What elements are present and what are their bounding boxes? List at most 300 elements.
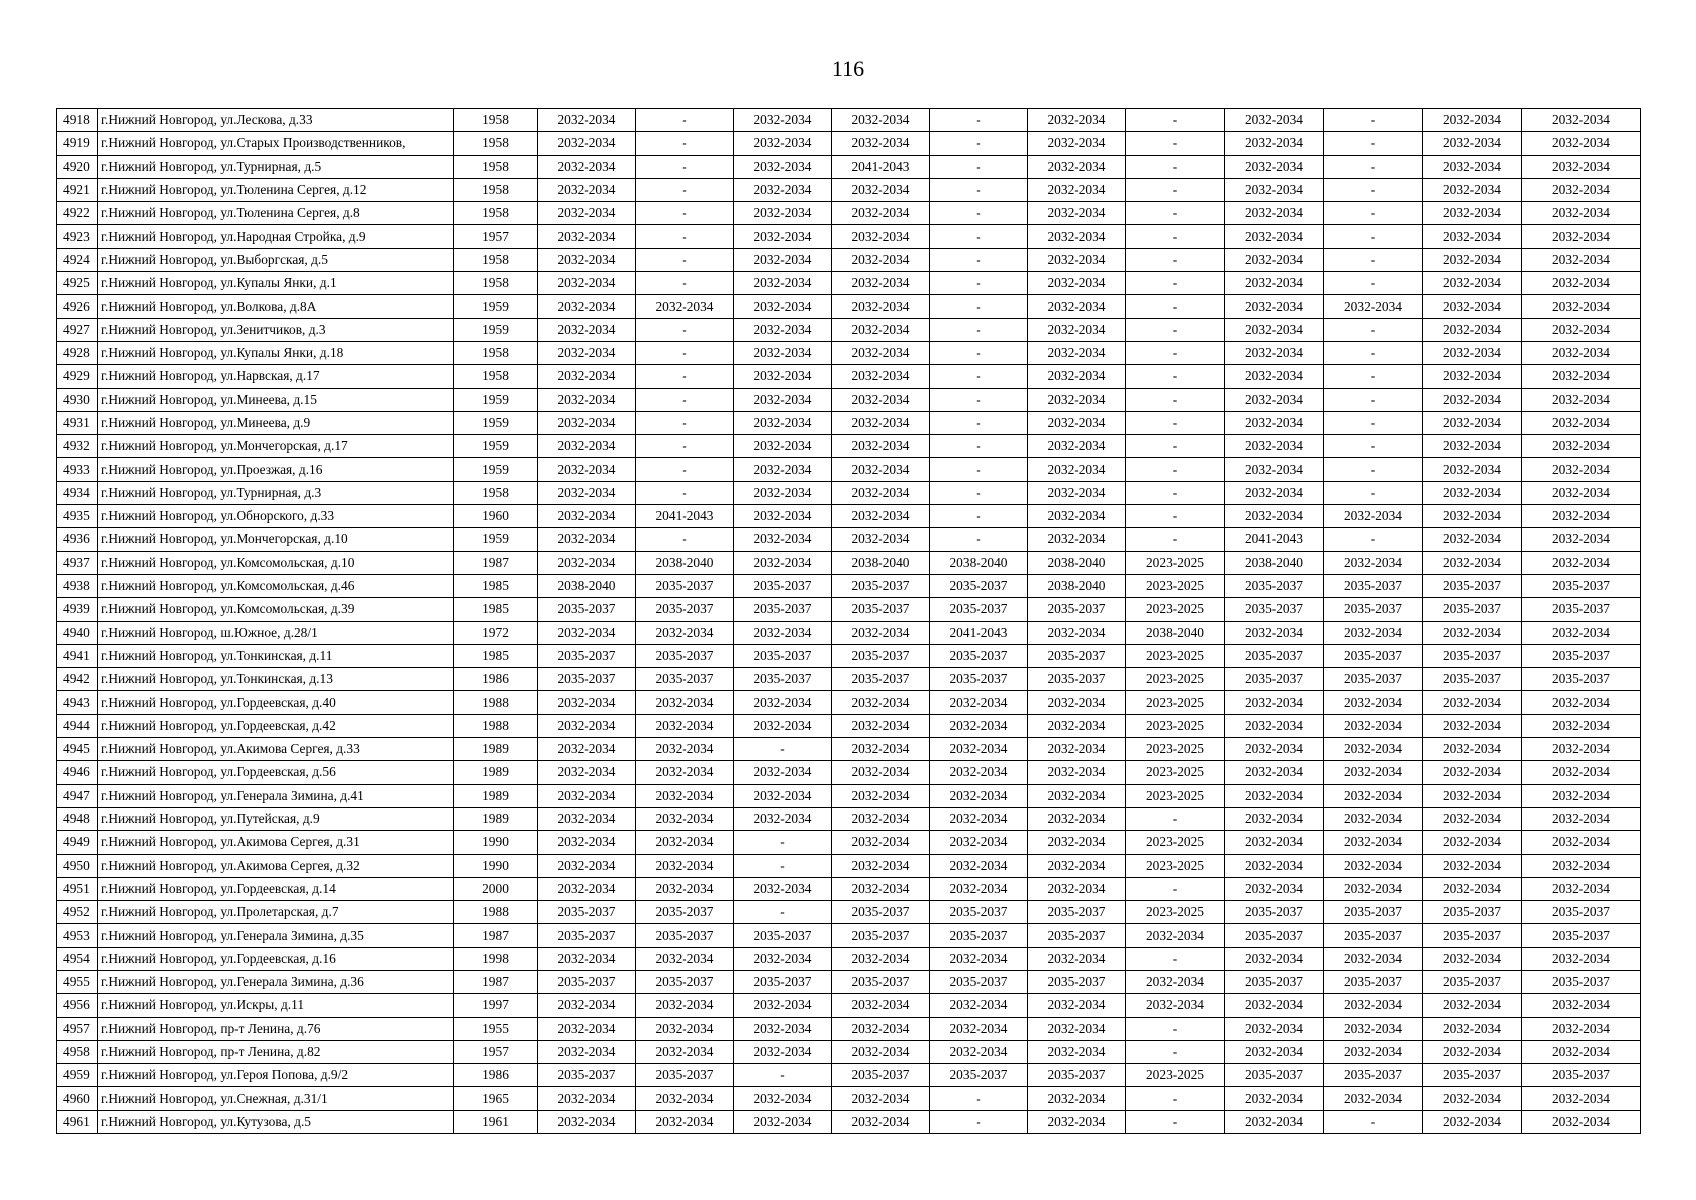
period-cell: 2041-2043 [1225, 528, 1324, 551]
row-number-cell: 4953 [57, 924, 98, 947]
period-cell: - [930, 132, 1028, 155]
period-cell: 2032-2034 [832, 994, 930, 1017]
period-cell: 2032-2034 [538, 1040, 636, 1063]
period-cell: 2035-2037 [1324, 901, 1423, 924]
period-cell: - [930, 272, 1028, 295]
row-number-cell: 4940 [57, 621, 98, 644]
period-cell: 2035-2037 [1028, 901, 1126, 924]
period-cell: 2035-2037 [636, 901, 734, 924]
period-cell: 2032-2034 [832, 621, 930, 644]
period-cell: 2035-2037 [538, 924, 636, 947]
table-row [57, 854, 1641, 877]
year-cell: 1989 [454, 807, 538, 830]
period-cell: 2032-2034 [734, 1017, 832, 1040]
period-cell: 2032-2034 [1522, 155, 1641, 178]
period-cell: 2038-2040 [1126, 621, 1225, 644]
period-cell: 2032-2034 [734, 155, 832, 178]
period-cell: 2041-2043 [930, 621, 1028, 644]
period-cell: 2032-2034 [1225, 481, 1324, 504]
period-cell: 2032-2034 [1028, 854, 1126, 877]
period-cell: 2035-2037 [832, 644, 930, 667]
period-cell: - [1126, 1017, 1225, 1040]
period-cell: 2032-2034 [734, 178, 832, 201]
period-cell: 2032-2034 [1423, 248, 1522, 271]
period-cell: 2032-2034 [538, 551, 636, 574]
period-cell: 2035-2037 [1225, 1064, 1324, 1087]
period-cell: 2032-2034 [734, 295, 832, 318]
period-cell: 2032-2034 [734, 225, 832, 248]
period-cell: 2032-2034 [1126, 924, 1225, 947]
period-cell: 2032-2034 [1028, 807, 1126, 830]
address-cell: г.Нижний Новгород, ул.Волкова, д.8А [98, 295, 454, 318]
period-cell: 2035-2037 [1225, 970, 1324, 993]
period-cell: 2032-2034 [1423, 505, 1522, 528]
period-cell: 2032-2034 [1028, 621, 1126, 644]
period-cell: 2032-2034 [538, 505, 636, 528]
period-cell: 2032-2034 [930, 761, 1028, 784]
period-cell: - [930, 458, 1028, 481]
period-cell: 2035-2037 [538, 644, 636, 667]
period-cell: - [1126, 272, 1225, 295]
address-cell: г.Нижний Новгород, ул.Акимова Сергея, д.31 [98, 831, 454, 854]
period-cell: 2032-2034 [538, 109, 636, 132]
period-cell: - [1126, 458, 1225, 481]
address-cell: г.Нижний Новгород, ул.Мончегорская, д.17 [98, 435, 454, 458]
period-cell: 2035-2037 [1324, 970, 1423, 993]
period-cell: 2035-2037 [1324, 644, 1423, 667]
period-cell: 2032-2034 [734, 994, 832, 1017]
period-cell: - [930, 341, 1028, 364]
period-cell: 2032-2034 [1522, 481, 1641, 504]
table-row [57, 831, 1641, 854]
period-cell: 2032-2034 [832, 365, 930, 388]
period-cell: 2032-2034 [538, 388, 636, 411]
period-cell: 2032-2034 [734, 248, 832, 271]
period-cell: - [930, 388, 1028, 411]
year-cell: 1986 [454, 668, 538, 691]
period-cell: 2032-2034 [1522, 272, 1641, 295]
period-cell: 2035-2037 [1028, 924, 1126, 947]
period-cell: 2032-2034 [1423, 109, 1522, 132]
period-cell: 2032-2034 [1225, 621, 1324, 644]
table-row [57, 318, 1641, 341]
year-cell: 1959 [454, 411, 538, 434]
period-cell: 2032-2034 [734, 132, 832, 155]
period-cell: 2032-2034 [734, 202, 832, 225]
period-cell: 2032-2034 [636, 691, 734, 714]
period-cell: 2032-2034 [832, 877, 930, 900]
year-cell: 1965 [454, 1087, 538, 1110]
period-cell: 2023-2025 [1126, 901, 1225, 924]
period-cell: 2032-2034 [1324, 1087, 1423, 1110]
period-cell: 2032-2034 [1423, 947, 1522, 970]
period-cell: 2032-2034 [832, 691, 930, 714]
period-cell: 2032-2034 [1423, 318, 1522, 341]
period-cell: 2023-2025 [1126, 714, 1225, 737]
address-cell: г.Нижний Новгород, пр-т Ленина, д.82 [98, 1040, 454, 1063]
period-cell: - [930, 365, 1028, 388]
period-cell: 2032-2034 [1423, 691, 1522, 714]
period-cell: 2035-2037 [930, 901, 1028, 924]
period-cell: - [930, 295, 1028, 318]
row-number-cell: 4928 [57, 341, 98, 364]
period-cell: 2032-2034 [1522, 505, 1641, 528]
table-row [57, 109, 1641, 132]
period-cell: 2032-2034 [1225, 225, 1324, 248]
row-number-cell: 4947 [57, 784, 98, 807]
period-cell: 2032-2034 [538, 155, 636, 178]
row-number-cell: 4954 [57, 947, 98, 970]
period-cell: 2032-2034 [538, 178, 636, 201]
address-cell: г.Нижний Новгород, ул.Гордеевская, д.56 [98, 761, 454, 784]
period-cell: 2035-2037 [1225, 644, 1324, 667]
address-cell: г.Нижний Новгород, ул.Пролетарская, д.7 [98, 901, 454, 924]
period-cell: 2032-2034 [832, 505, 930, 528]
period-cell: - [1126, 505, 1225, 528]
period-cell: 2032-2034 [1126, 994, 1225, 1017]
period-cell: 2032-2034 [1225, 761, 1324, 784]
period-cell: 2032-2034 [1423, 621, 1522, 644]
period-cell: 2032-2034 [734, 621, 832, 644]
period-cell: 2023-2025 [1126, 644, 1225, 667]
table-row [57, 598, 1641, 621]
address-cell: г.Нижний Новгород, ул.Тюленина Сергея, д.12 [98, 178, 454, 201]
period-cell: 2035-2037 [930, 1064, 1028, 1087]
period-cell: 2035-2037 [1225, 598, 1324, 621]
period-cell: 2032-2034 [1225, 202, 1324, 225]
period-cell: 2035-2037 [832, 924, 930, 947]
period-cell: 2032-2034 [930, 691, 1028, 714]
period-cell: 2032-2034 [1522, 1110, 1641, 1133]
period-cell: 2032-2034 [538, 854, 636, 877]
period-cell: 2032-2034 [1225, 1110, 1324, 1133]
period-cell: 2032-2034 [1522, 831, 1641, 854]
period-cell: 2032-2034 [832, 109, 930, 132]
row-number-cell: 4932 [57, 435, 98, 458]
year-cell: 1957 [454, 225, 538, 248]
row-number-cell: 4943 [57, 691, 98, 714]
period-cell: - [1126, 248, 1225, 271]
table-row [57, 877, 1641, 900]
address-cell: г.Нижний Новгород, ул.Искры, д.11 [98, 994, 454, 1017]
period-cell: - [1126, 435, 1225, 458]
period-cell: 2032-2034 [832, 761, 930, 784]
period-cell: 2032-2034 [734, 272, 832, 295]
period-cell: 2032-2034 [1324, 551, 1423, 574]
page-number: 116 [831, 56, 865, 81]
address-cell: г.Нижний Новгород, ул.Тонкинская, д.11 [98, 644, 454, 667]
year-cell: 1955 [454, 1017, 538, 1040]
period-cell: 2032-2034 [1028, 318, 1126, 341]
period-cell: - [636, 178, 734, 201]
period-cell: 2035-2037 [1423, 1064, 1522, 1087]
year-cell: 1989 [454, 738, 538, 761]
period-cell: 2035-2037 [734, 574, 832, 597]
period-cell: - [1324, 388, 1423, 411]
row-number-cell: 4942 [57, 668, 98, 691]
period-cell: 2032-2034 [1225, 295, 1324, 318]
table-row [57, 738, 1641, 761]
period-cell: 2032-2034 [1522, 528, 1641, 551]
row-number-cell: 4936 [57, 528, 98, 551]
row-number-cell: 4935 [57, 505, 98, 528]
period-cell: 2032-2034 [538, 272, 636, 295]
table-row [57, 411, 1641, 434]
row-number-cell: 4959 [57, 1064, 98, 1087]
period-cell: 2032-2034 [1028, 528, 1126, 551]
table-row [57, 132, 1641, 155]
period-cell: 2032-2034 [538, 435, 636, 458]
period-cell: 2035-2037 [636, 644, 734, 667]
period-cell: 2032-2034 [734, 877, 832, 900]
year-cell: 1985 [454, 644, 538, 667]
period-cell: 2032-2034 [1028, 505, 1126, 528]
year-cell: 1958 [454, 248, 538, 271]
table-row [57, 435, 1641, 458]
address-cell: г.Нижний Новгород, ул.Снежная, д.31/1 [98, 1087, 454, 1110]
period-cell: 2032-2034 [1423, 994, 1522, 1017]
period-cell: - [636, 109, 734, 132]
period-cell: 2035-2037 [1423, 901, 1522, 924]
period-cell: 2035-2037 [930, 970, 1028, 993]
table-row [57, 458, 1641, 481]
period-cell: 2032-2034 [1423, 435, 1522, 458]
period-cell: 2032-2034 [1423, 341, 1522, 364]
period-cell: 2035-2037 [1324, 598, 1423, 621]
period-cell: 2032-2034 [1225, 1040, 1324, 1063]
period-cell: 2032-2034 [1028, 1017, 1126, 1040]
address-cell: г.Нижний Новгород, ул.Турнирная, д.5 [98, 155, 454, 178]
period-cell: 2032-2034 [1126, 970, 1225, 993]
period-cell: 2032-2034 [734, 551, 832, 574]
period-cell: 2032-2034 [734, 341, 832, 364]
row-number-cell: 4939 [57, 598, 98, 621]
period-cell: 2032-2034 [832, 947, 930, 970]
period-cell: 2032-2034 [832, 341, 930, 364]
period-cell: 2032-2034 [1028, 388, 1126, 411]
period-cell: 2032-2034 [1028, 691, 1126, 714]
period-cell: 2032-2034 [832, 784, 930, 807]
period-cell: - [1126, 225, 1225, 248]
row-number-cell: 4921 [57, 178, 98, 201]
period-cell: - [636, 528, 734, 551]
period-cell: 2035-2037 [832, 970, 930, 993]
period-cell: 2032-2034 [538, 877, 636, 900]
period-cell: - [1324, 1110, 1423, 1133]
period-cell: - [930, 225, 1028, 248]
year-cell: 1958 [454, 109, 538, 132]
period-cell: 2032-2034 [1028, 295, 1126, 318]
table-row [57, 761, 1641, 784]
period-cell: 2032-2034 [538, 1017, 636, 1040]
period-cell: - [636, 202, 734, 225]
period-cell: 2032-2034 [1225, 435, 1324, 458]
period-cell: 2035-2037 [1225, 901, 1324, 924]
period-cell: 2032-2034 [734, 435, 832, 458]
period-cell: 2035-2037 [734, 924, 832, 947]
period-cell: 2035-2037 [1423, 598, 1522, 621]
period-cell: 2032-2034 [832, 318, 930, 341]
period-cell: 2032-2034 [1324, 1040, 1423, 1063]
period-cell: 2032-2034 [832, 248, 930, 271]
year-cell: 1958 [454, 341, 538, 364]
period-cell: - [636, 225, 734, 248]
period-cell: 2032-2034 [538, 341, 636, 364]
period-cell: 2035-2037 [636, 970, 734, 993]
year-cell: 1959 [454, 318, 538, 341]
table-row [57, 272, 1641, 295]
address-cell: г.Нижний Новгород, ул.Генерала Зимина, д.35 [98, 924, 454, 947]
period-cell: 2035-2037 [1423, 970, 1522, 993]
period-cell: - [1324, 365, 1423, 388]
address-cell: г.Нижний Новгород, ул.Лескова, д.33 [98, 109, 454, 132]
year-cell: 1959 [454, 295, 538, 318]
period-cell: - [930, 178, 1028, 201]
period-cell: 2023-2025 [1126, 598, 1225, 621]
period-cell: - [930, 318, 1028, 341]
period-cell: 2032-2034 [734, 458, 832, 481]
period-cell: 2038-2040 [930, 551, 1028, 574]
period-cell: 2032-2034 [1028, 341, 1126, 364]
period-cell: 2032-2034 [538, 738, 636, 761]
period-cell: 2035-2037 [734, 970, 832, 993]
period-cell: 2032-2034 [1522, 132, 1641, 155]
period-cell: 2032-2034 [734, 481, 832, 504]
period-cell: - [636, 458, 734, 481]
address-cell: г.Нижний Новгород, ул.Генерала Зимина, д.36 [98, 970, 454, 993]
period-cell: - [636, 155, 734, 178]
period-cell: 2035-2037 [538, 668, 636, 691]
period-cell: 2032-2034 [930, 831, 1028, 854]
period-cell: 2032-2034 [1522, 807, 1641, 830]
address-cell: г.Нижний Новгород, ул.Комсомольская, д.46 [98, 574, 454, 597]
period-cell: 2032-2034 [1225, 807, 1324, 830]
period-cell: 2035-2037 [1423, 644, 1522, 667]
period-cell: 2032-2034 [1522, 225, 1641, 248]
period-cell: 2032-2034 [1423, 831, 1522, 854]
period-cell: 2032-2034 [538, 761, 636, 784]
period-cell: 2032-2034 [538, 621, 636, 644]
period-cell: 2038-2040 [538, 574, 636, 597]
period-cell: 2032-2034 [538, 411, 636, 434]
table-row [57, 178, 1641, 201]
period-cell: 2038-2040 [1028, 551, 1126, 574]
period-cell: - [734, 831, 832, 854]
period-cell: 2032-2034 [636, 877, 734, 900]
period-cell: - [930, 435, 1028, 458]
period-cell: 2032-2034 [1028, 272, 1126, 295]
period-cell: 2032-2034 [1423, 1110, 1522, 1133]
period-cell: 2032-2034 [1522, 784, 1641, 807]
period-cell: 2032-2034 [1423, 551, 1522, 574]
row-number-cell: 4945 [57, 738, 98, 761]
period-cell: 2035-2037 [538, 598, 636, 621]
period-cell: 2035-2037 [1522, 901, 1641, 924]
table-row [57, 155, 1641, 178]
period-cell: 2035-2037 [734, 668, 832, 691]
period-cell: - [636, 365, 734, 388]
period-cell: 2032-2034 [832, 435, 930, 458]
table-row [57, 1017, 1641, 1040]
period-cell: 2032-2034 [538, 318, 636, 341]
table-row [57, 784, 1641, 807]
address-cell: г.Нижний Новгород, ул.Проезжая, д.16 [98, 458, 454, 481]
period-cell: - [636, 388, 734, 411]
period-cell: 2032-2034 [1522, 621, 1641, 644]
period-cell: - [930, 481, 1028, 504]
period-cell: 2032-2034 [1225, 854, 1324, 877]
period-cell: 2032-2034 [1522, 1087, 1641, 1110]
period-cell: - [1126, 318, 1225, 341]
period-cell: 2032-2034 [1423, 1087, 1522, 1110]
period-cell: - [1126, 341, 1225, 364]
address-cell: г.Нижний Новгород, ул.Зенитчиков, д.3 [98, 318, 454, 341]
period-cell: - [1126, 295, 1225, 318]
period-cell: 2032-2034 [636, 1087, 734, 1110]
period-cell: 2032-2034 [1028, 178, 1126, 201]
period-cell: 2032-2034 [1324, 854, 1423, 877]
period-cell: 2032-2034 [832, 178, 930, 201]
period-cell: 2032-2034 [832, 202, 930, 225]
period-cell: 2032-2034 [734, 1040, 832, 1063]
year-cell: 1958 [454, 365, 538, 388]
period-cell: 2032-2034 [538, 1110, 636, 1133]
period-cell: 2032-2034 [1225, 458, 1324, 481]
period-cell: 2032-2034 [832, 854, 930, 877]
period-cell: - [1126, 132, 1225, 155]
table-row [57, 924, 1641, 947]
row-number-cell: 4956 [57, 994, 98, 1017]
year-cell: 1958 [454, 178, 538, 201]
table-row [57, 388, 1641, 411]
year-cell: 1990 [454, 854, 538, 877]
period-cell: - [1324, 225, 1423, 248]
table-row [57, 947, 1641, 970]
period-cell: 2023-2025 [1126, 761, 1225, 784]
period-cell: - [636, 341, 734, 364]
period-cell: 2035-2037 [1423, 668, 1522, 691]
table-row [57, 574, 1641, 597]
period-cell: 2035-2037 [1522, 668, 1641, 691]
period-cell: - [1126, 877, 1225, 900]
period-cell: 2032-2034 [1522, 318, 1641, 341]
period-cell: 2032-2034 [1324, 877, 1423, 900]
period-cell: 2032-2034 [1522, 109, 1641, 132]
period-cell: 2032-2034 [734, 714, 832, 737]
period-cell: 2032-2034 [1423, 365, 1522, 388]
period-cell: 2032-2034 [636, 761, 734, 784]
period-cell: 2032-2034 [1423, 761, 1522, 784]
period-cell: 2032-2034 [1225, 831, 1324, 854]
period-cell: 2032-2034 [1423, 178, 1522, 201]
period-cell: 2032-2034 [1225, 1017, 1324, 1040]
period-cell: 2032-2034 [1324, 738, 1423, 761]
address-cell: г.Нижний Новгород, ул.Выборгская, д.5 [98, 248, 454, 271]
period-cell: 2032-2034 [832, 132, 930, 155]
period-cell: 2032-2034 [1028, 1040, 1126, 1063]
period-cell: 2032-2034 [832, 272, 930, 295]
period-cell: 2023-2025 [1126, 1064, 1225, 1087]
period-cell: 2032-2034 [930, 947, 1028, 970]
period-cell: 2035-2037 [1225, 668, 1324, 691]
period-cell: 2035-2037 [636, 1064, 734, 1087]
table-row [57, 714, 1641, 737]
period-cell: 2035-2037 [1324, 574, 1423, 597]
period-cell: 2035-2037 [1324, 924, 1423, 947]
period-cell: 2032-2034 [1522, 248, 1641, 271]
period-cell: 2032-2034 [538, 714, 636, 737]
address-cell: г.Нижний Новгород, ул.Акимова Сергея, д.33 [98, 738, 454, 761]
